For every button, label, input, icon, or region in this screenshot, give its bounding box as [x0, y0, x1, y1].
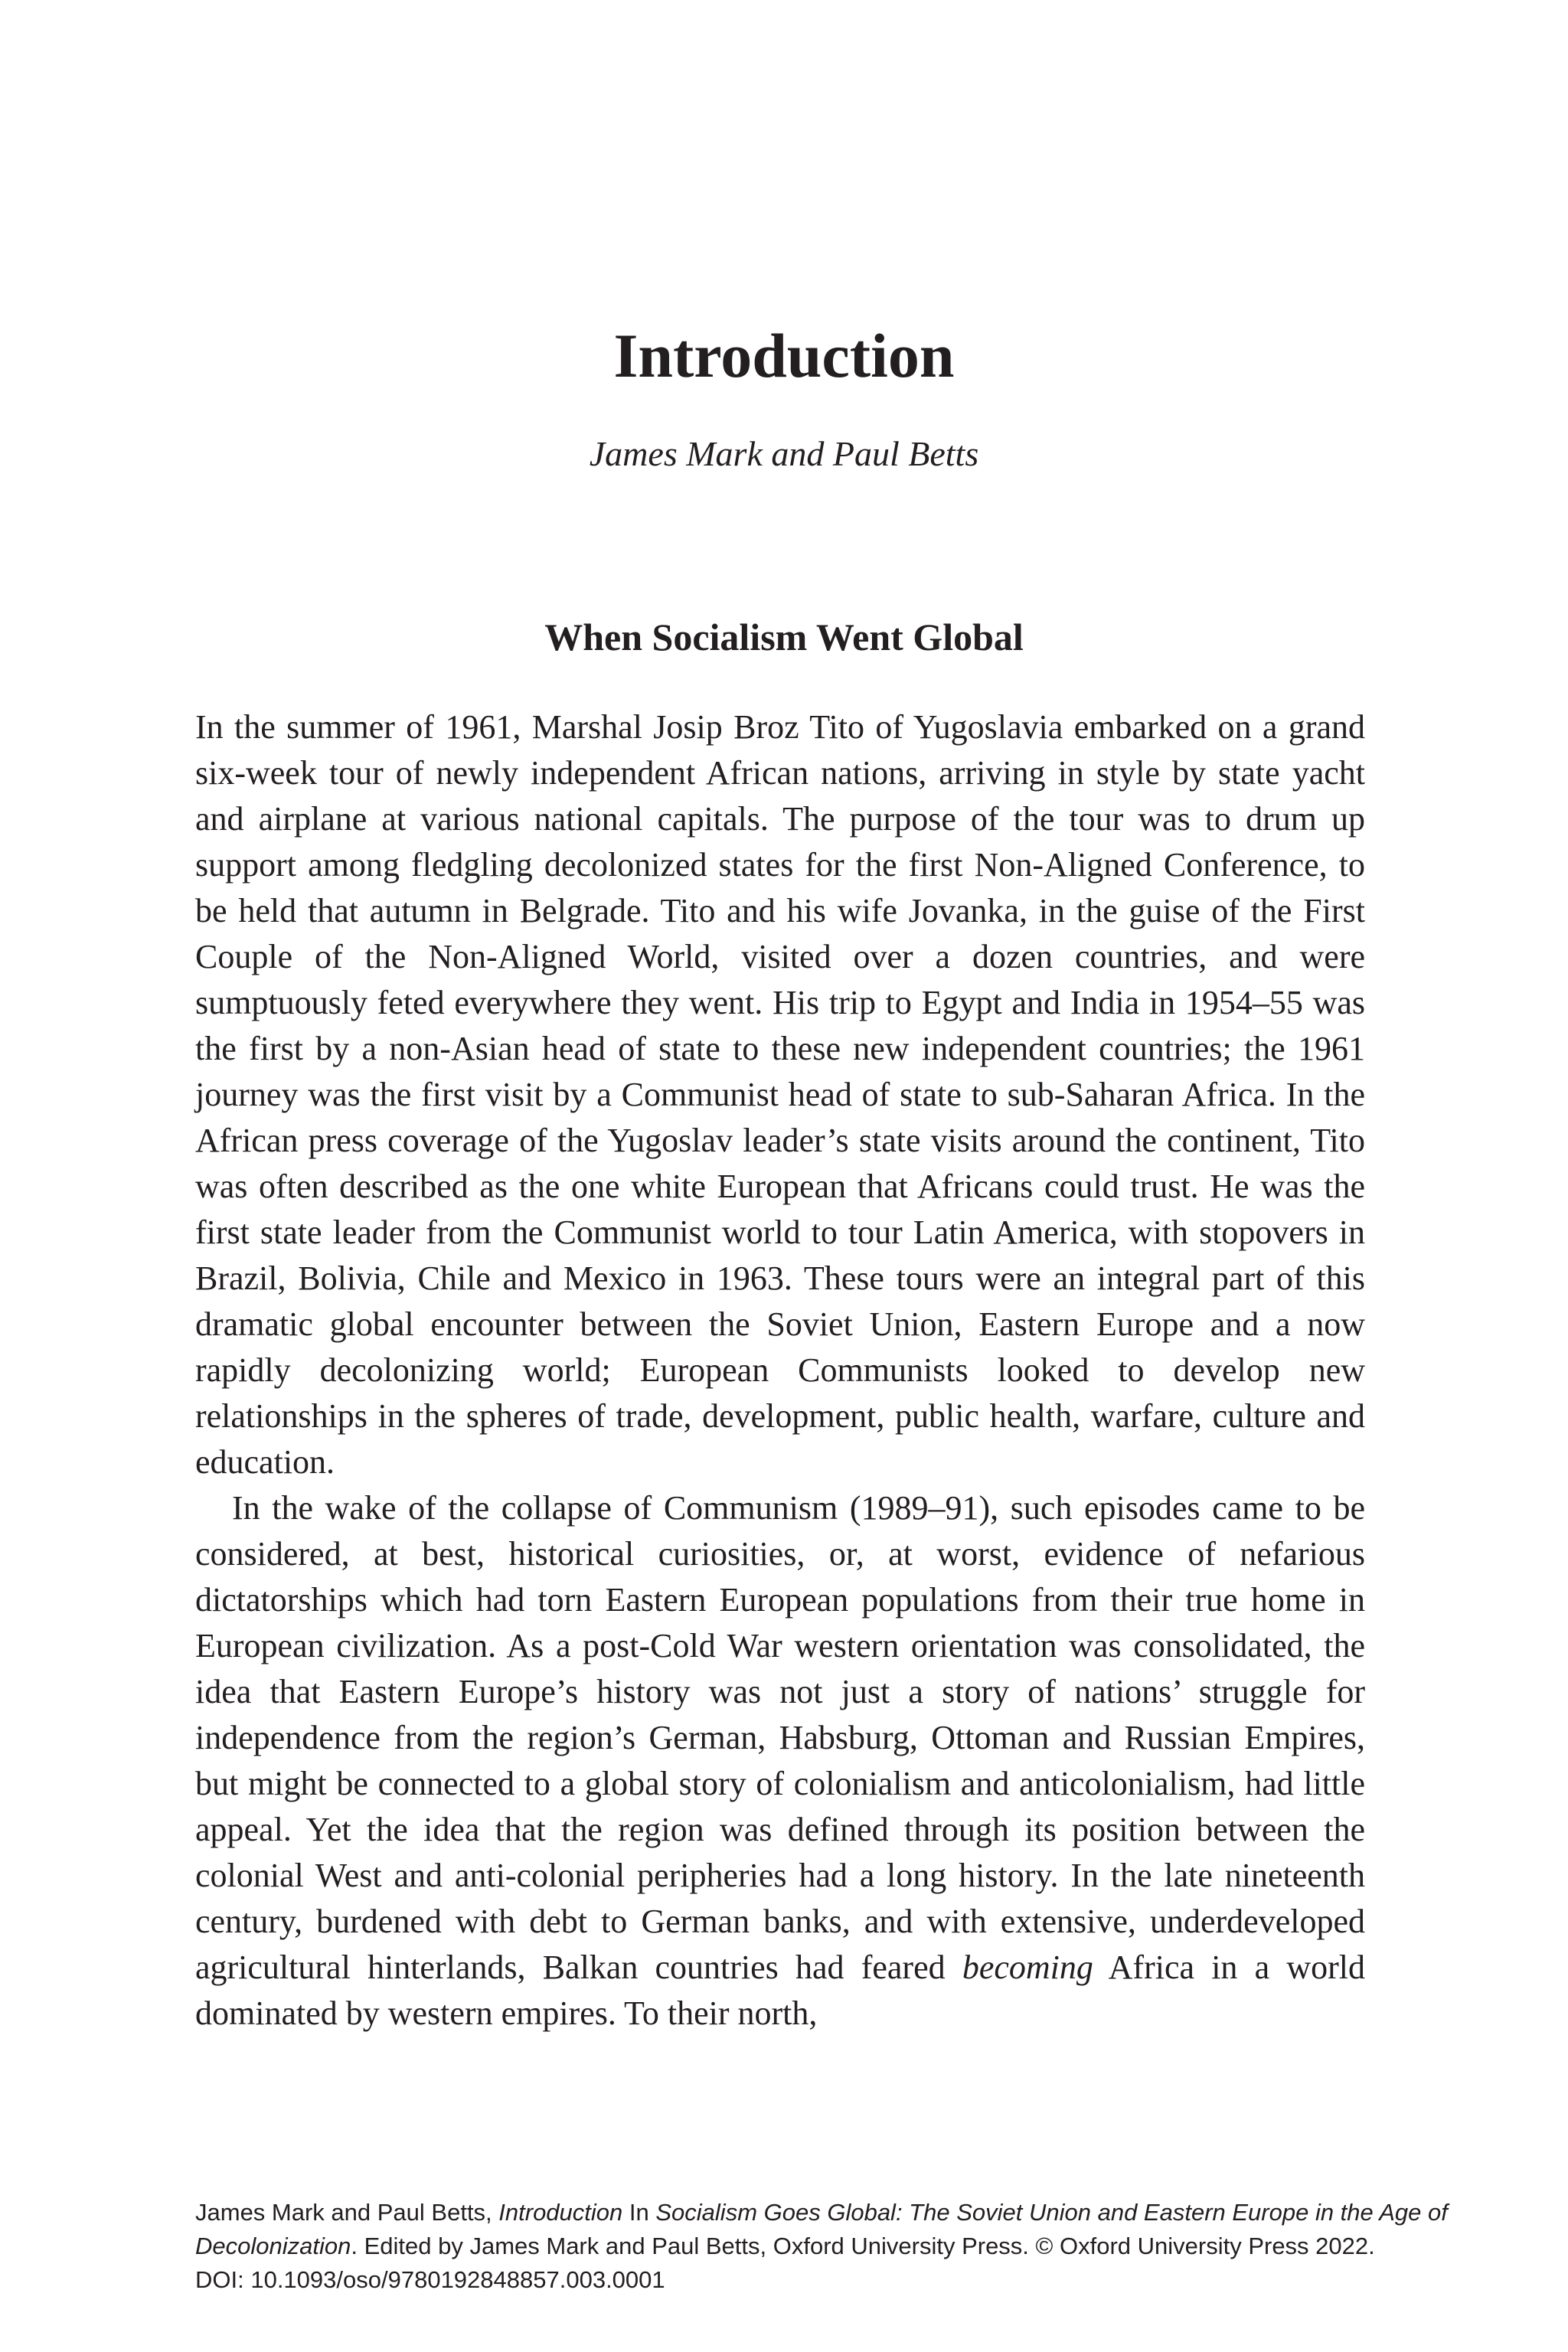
paragraph-1 [195, 704, 1365, 1485]
footer-line-1 [195, 2196, 1448, 2230]
section-heading: When Socialism Went Global [544, 616, 1024, 658]
chapter-authors: James Mark and Paul Betts [589, 434, 979, 473]
paragraph-1-text: In the summer of 1961, Marshal Josip Broz Tito of Yugoslavia embarked on a grand six-week tour of newly independent African nations, arriving in style by state yacht and airplane at various national capitals. The purpose of the tour was to drum up support among fledgling decolonized states for the first Non-Aligned Conference, to be held that autumn in Belgrade. Tito and his wife Jovanka, in the guise of the First Couple of the Non-Aligned World, visited over a dozen countries, and were sumptuously feted everywhere they went. His trip to Egypt and India in 1954–55 was the first by a non-Asian head of state to these new independent countries; the 1961 journey was the first visit by a Communist head of state to sub-Saharan Africa. In the African press coverage of the Yugoslav leader’s state visits around the continent, Tito was often described as the one white European that Africans could trust. He was the first state leader from the Communist world to tour Latin America, with stopovers in Brazil, Bolivia, Chile and Mexico in 1963. These tours were an integral part of this dramatic global encounter between the Soviet Union, Eastern Europe and a now rapidly decolonizing world; European Communists looked to develop new relationships in the spheres of trade, development, public health, warfare, culture and education. [195, 708, 1365, 1481]
citation-footer [195, 2196, 1448, 2297]
footer-chapter-title: Introduction [498, 2199, 623, 2226]
paragraph-2-text-b: Africa in a world dominated by western empires. To their north, [195, 1949, 1365, 2032]
paragraph-2-emphasis: becoming [962, 1949, 1093, 1986]
footer-line-2 [195, 2230, 1420, 2263]
footer-doi: DOI: 10.1093/oso/9780192848857.003.0001 [195, 2266, 665, 2293]
footer-authors: James Mark and Paul Betts, [195, 2199, 499, 2226]
body-text [195, 704, 1365, 2037]
page-title: Introduction [613, 321, 955, 390]
paragraph-2-text-a: In the wake of the collapse of Communism (1989–91), such episodes came to be considered, at best, historical curiosities, or, at worst, evidence of nefarious dictatorships which had torn Eastern European populations from their true home in European civilization. As a post-Cold War western orientation was consolidated, the idea that Eastern Europe’s history was not just a story of nations’ struggle for independence from the region’s German, Habsburg, Ottoman and Russian Empires, but might be connected to a global story of colonialism and anticolonialism, had little appeal. Yet the idea that the region was defined through its position between the colonial West and anti-colonial peripheries had a long history. In the late nineteenth century, burdened with debt to German banks, and with extensive, underdeveloped agricultural hinterlands, Balkan countries had feared [195, 1489, 1365, 1986]
footer-book-title-1: Socialism Goes Global: The Soviet Union and Eastern Europe in the Age of [655, 2199, 1448, 2226]
footer-edited-by: . Edited by James Mark and Paul Betts, Oxford University Press. © Oxford University Press 2022. [351, 2233, 1375, 2259]
footer-in: In [622, 2199, 656, 2226]
paragraph-2 [195, 1485, 1365, 2037]
footer-book-title-2: Decolonization [195, 2233, 351, 2259]
